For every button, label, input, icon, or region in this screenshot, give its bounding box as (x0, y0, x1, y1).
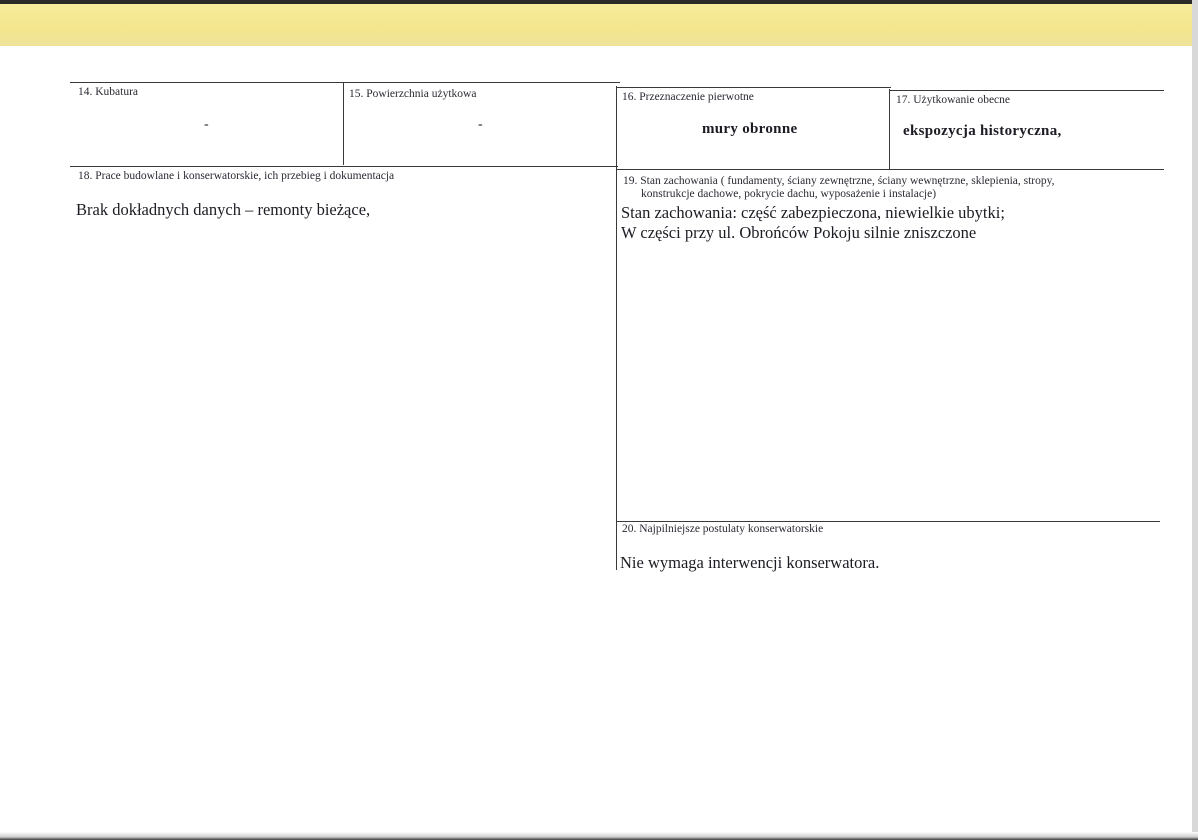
scan-yellow-strip (0, 4, 1198, 46)
field-15-value: - (478, 117, 483, 132)
field-18-label: 18. Prace budowlane i konserwatorskie, ich przebieg i dokumentacja (78, 170, 395, 182)
scan-right-edge (1192, 0, 1198, 840)
field-20-value: Nie wymaga interwencji konserwatora. (620, 553, 880, 572)
field-14-value: - (204, 117, 209, 132)
scan-bottom-edge (0, 832, 1198, 840)
field-19-label-line-2: konstrukcje dachowe, pokrycie dachu, wyposażenie i instalacje) (641, 188, 937, 200)
top-rule-f16 (616, 87, 891, 88)
mid-rule-left (70, 166, 618, 167)
divider-f16-f17 (889, 89, 890, 169)
mid-rule-right (616, 169, 1164, 170)
field-19-label-line-1: 19. Stan zachowania ( fundamenty, ściany zewnętrzne, ściany wewnętrzne, sklepienia, stropy, (623, 175, 1055, 187)
field-19-value-line-1: Stan zachowania: część zabezpieczona, niewielkie ubytki; (621, 203, 1005, 222)
field-14-label: 14. Kubatura (78, 86, 139, 98)
divider-f14-f15 (343, 83, 344, 165)
field-19-value-line-2: W części przy ul. Obrońców Pokoju silnie zniszczone (621, 223, 977, 242)
top-rule-f17 (889, 90, 1164, 91)
field-18-value: Brak dokładnych danych – remonty bieżące, (76, 200, 371, 219)
field-20-label: 20. Najpilniejsze postulaty konserwatorskie (622, 523, 824, 535)
field-16-value: mury obronne (702, 121, 798, 137)
field-17-label: 17. Użytkowanie obecne (896, 94, 1011, 106)
field-15-label: 15. Powierzchnia użytkowa (349, 88, 477, 100)
divider-center (616, 86, 617, 570)
field-17-value: ekspozycja historyczna, (903, 123, 1062, 139)
top-rule-left (70, 82, 620, 83)
rule-f20 (616, 521, 1160, 522)
field-16-label: 16. Przeznaczenie pierwotne (622, 91, 754, 103)
